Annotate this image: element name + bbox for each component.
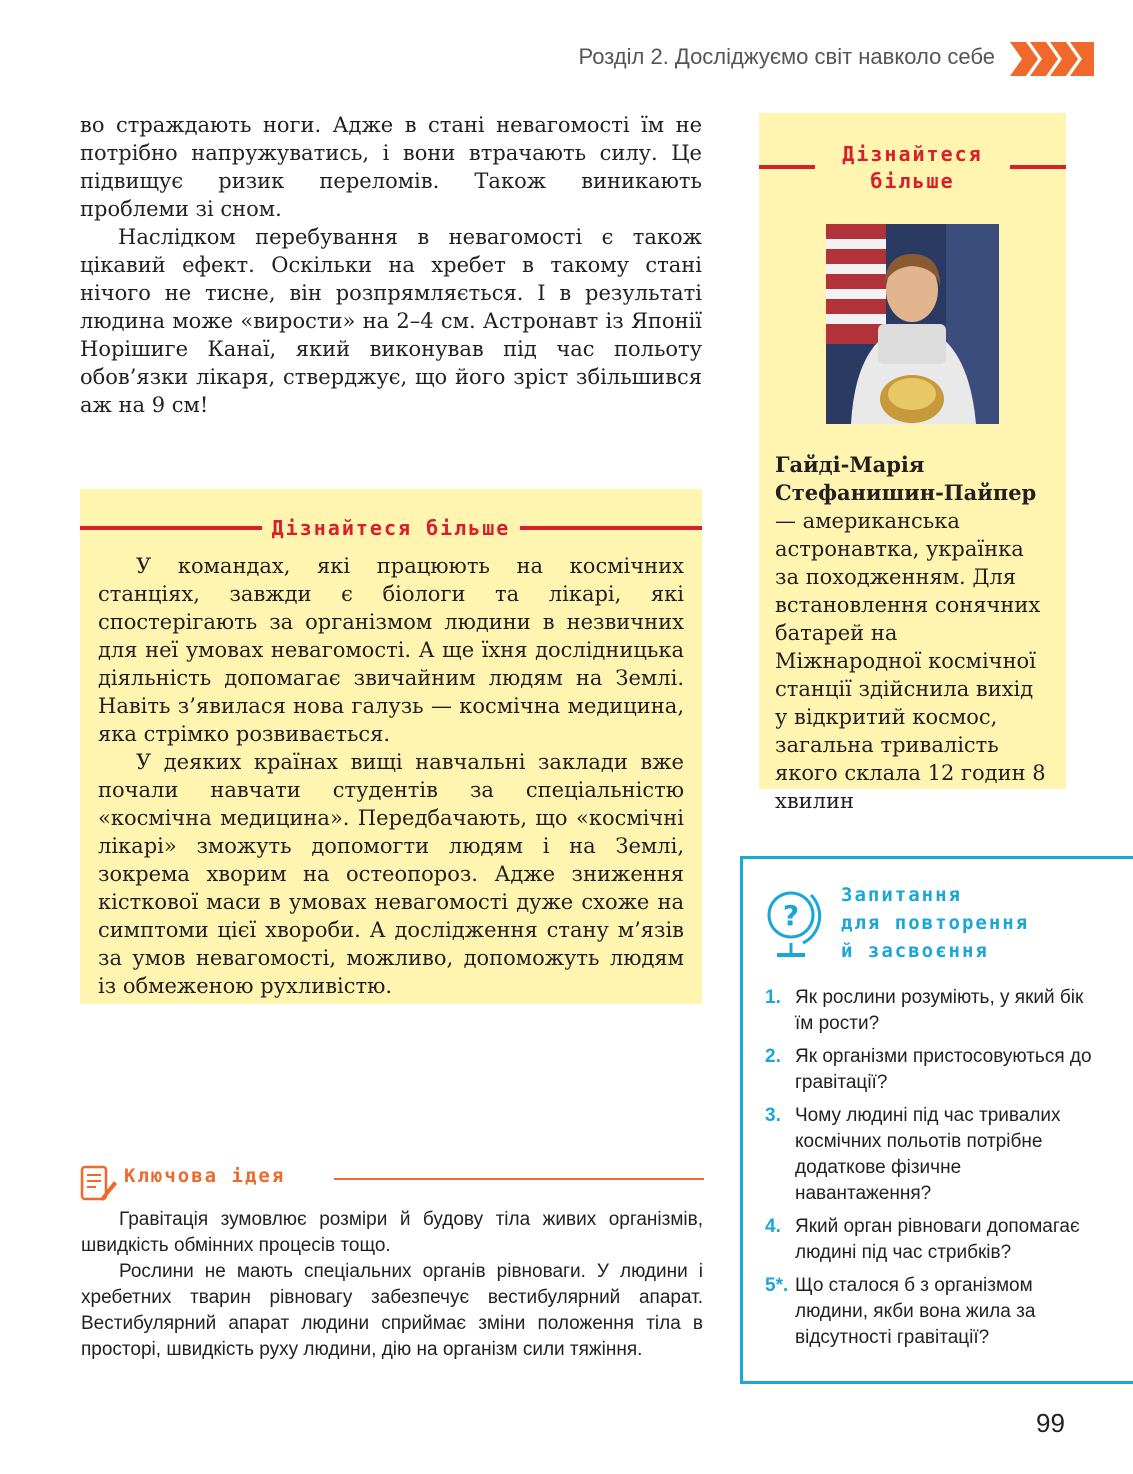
key-idea-body	[81, 1207, 703, 1363]
questions-title-line: для повторення	[841, 912, 1030, 934]
question-item	[765, 1103, 1095, 1207]
question-item	[765, 985, 1095, 1037]
question-text: Як рослини розуміють, у який бік їм рости?	[795, 987, 1084, 1034]
key-idea-paragraph: Гравітація зумовлює розміри й будову тіла живих організмів, швидкість обмінних процесів тощо.	[81, 1209, 703, 1256]
question-item	[765, 1214, 1095, 1266]
main-paragraph: во страждають ноги. Адже в стані невагомості їм не потрібно напружуватись, і вони втрачають силу. Це підвищує ризик переломів. Також виникають проблеми зі сном.	[80, 113, 702, 221]
side-title-line: Дізнайтеся	[842, 142, 983, 166]
learn-more-body	[98, 552, 684, 1000]
main-paragraph: Наслідком перебування в невагомості є також цікавий ефект. Оскільки на хребет в такому стані нічого не тисне, він розпрямляється. І в результаті людина може «вирости» на 2–4 см. Астронавт із Японії Норішиге Канаї, який виконував під час польоту обов’язки лікаря, стверджує, що його зріст збільшився аж на 9 см!	[80, 225, 702, 417]
astronaut-photo	[826, 224, 999, 424]
question-number: 1.	[765, 987, 781, 1008]
question-item	[765, 1044, 1095, 1096]
astronaut-bio: — американська астронавтка, українка за походженням. Для встановлення сонячних батарей на Міжнародної космічної станції здійснила вихід у відкритий космос, загальна тривалість якого склала 12 годин 8 хвилин	[775, 509, 1046, 813]
question-globe-icon	[763, 885, 825, 961]
question-number: 3.	[765, 1105, 781, 1126]
question-item	[765, 1273, 1095, 1351]
astronaut-description	[775, 451, 1050, 815]
question-text: Що сталося б з організмом людини, якби вона жила за відсутності гравітації?	[795, 1275, 1036, 1348]
questions-box	[740, 856, 1133, 1384]
page-number: 99	[1036, 1408, 1065, 1438]
astronaut-name: Гайді-Марія Стефанишин-Пайпер	[775, 452, 1037, 505]
chevrons-icon	[1010, 42, 1094, 76]
key-idea-title: Ключова ідея	[124, 1165, 286, 1187]
question-number: 5*.	[765, 1275, 789, 1296]
side-learn-more-title	[759, 141, 1066, 195]
learn-more-title: Дізнайтеся більше	[262, 516, 521, 540]
main-text	[80, 111, 702, 419]
page-header	[0, 40, 1133, 80]
learn-more-paragraph: У деяких країнах вищі навчальні заклади вже почали навчати студентів за спеціальністю «космічна медицина». Передбачають, що «космічні лікарі» зможуть допомогти людям і на Землі, зокрема хворим на остеопороз. Адже зниження кісткової маси в умовах невагомості дуже схоже на симптоми цієї хвороби. А дослідження стану м’язів за умов невагомості, можливо, допоможуть людям із обмеженою рухливістю.	[98, 750, 684, 998]
questions-title-line: й засвоєння	[841, 940, 989, 962]
side-title-line: більше	[870, 169, 955, 193]
question-text: Який орган рівноваги допомагає людині під час стрибків?	[795, 1216, 1080, 1263]
questions-title	[841, 881, 1121, 965]
side-learn-more-box	[759, 113, 1066, 813]
learn-more-box	[80, 489, 702, 1004]
key-idea-paragraph: Рослини не мають спеціальних органів рівноваги. У людини і хребетних тварин рівновагу забезпечує вестибулярний апарат. Вестибулярний апарат людини сприймає зміни положення тіла в просторі, швидкість руху людини, дію на організм сили тяжіння.	[81, 1261, 703, 1360]
chapter-title: Розділ 2. Досліджуємо світ навколо себе	[578, 44, 995, 69]
questions-title-line: Запитання	[841, 884, 962, 906]
questions-list	[765, 985, 1095, 1358]
notepad-pencil-icon	[78, 1163, 118, 1203]
svg-text:?: ?	[782, 899, 800, 932]
question-number: 4.	[765, 1216, 781, 1237]
question-number: 2.	[765, 1046, 781, 1067]
question-text: Як організми пристосовуються до гравітації?	[795, 1046, 1092, 1093]
key-idea-rule	[334, 1178, 704, 1180]
learn-more-paragraph: У командах, які працюють на космічних станціях, завжди є біологи та лікарі, які спостерігають за організмом людини в незвичних для неї умовах невагомості. А ще їхня дослідницька діяльність допомагає звичайним людям на Землі. Навіть з’явилася нова галузь — космічна медицина, яка стрімко розвивається.	[98, 554, 684, 746]
question-text: Чому людині під час тривалих космічних польотів потрібне додаткове фізичне навантаження?	[795, 1105, 1061, 1204]
learn-more-heading	[80, 513, 702, 543]
